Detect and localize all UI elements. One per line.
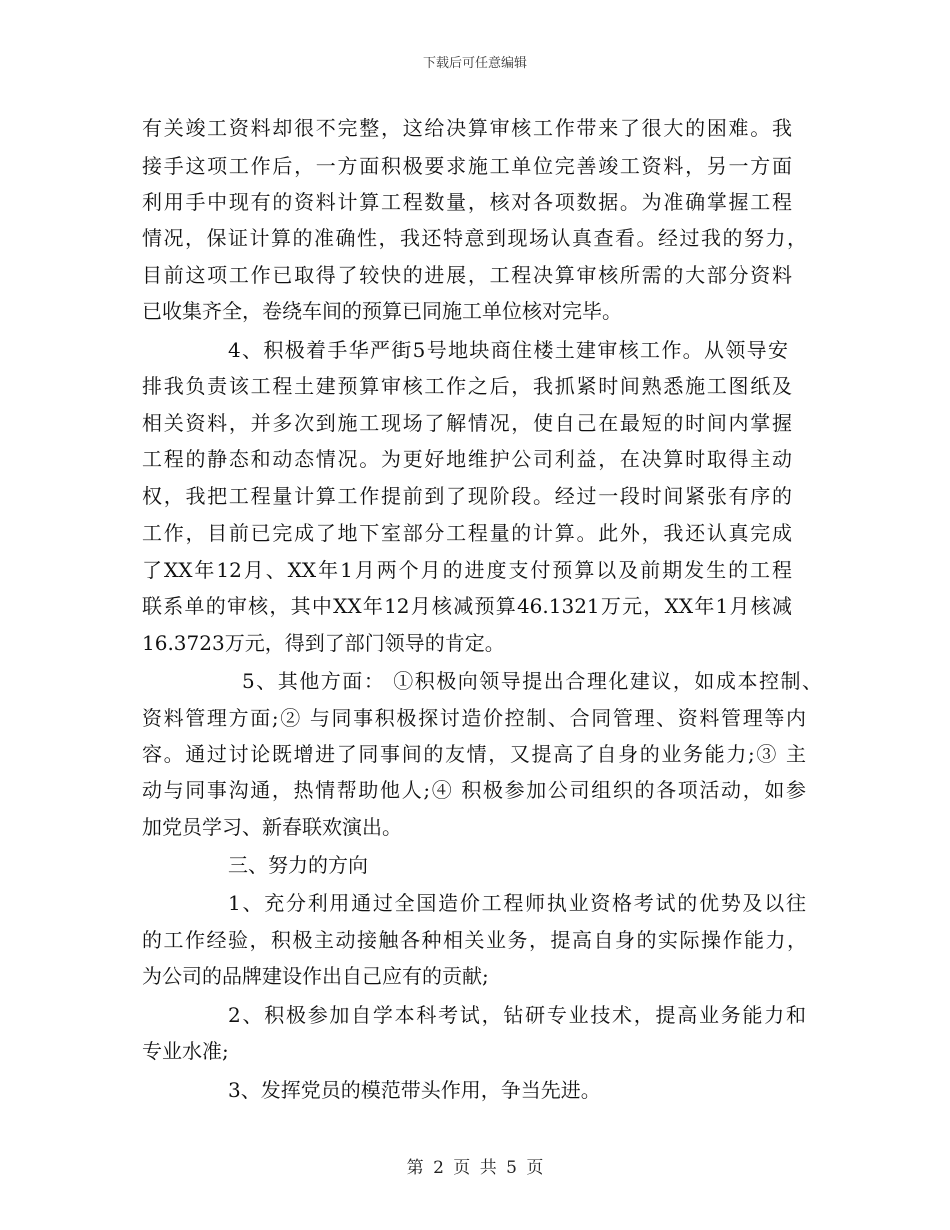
body-line: 3、发挥党员的模范带头作用，争当先进。 (228, 1078, 601, 1102)
body-line: 权，我把工程量计算工作提前到了现阶段。经过一段时间紧张有序的 (142, 484, 792, 508)
body-line: 排我负责该工程土建预算审核工作之后，我抓紧时间熟悉施工图纸及 (142, 374, 792, 398)
page-header: 下载后可任意编辑 (422, 56, 527, 71)
body-line: 情况，保证计算的准确性，我还特意到现场认真查看。经过我的努力， (142, 226, 807, 250)
body-line: 目前这项工作已取得了较快的进展，工程决算审核所需的大部分资料 (142, 263, 792, 287)
body-line: 16.3723万元，得到了部门领导的肯定。 (142, 631, 505, 655)
body-line: 了XX年12月、XX年1月两个月的进度支付预算以及前期发生的工程 (142, 558, 792, 582)
body-line: 专业水准; (142, 1039, 229, 1063)
body-line: 已收集齐全，卷绕车间的预算已同施工单位核对完毕。 (142, 299, 622, 323)
body-line: 有关竣工资料却很不完整，这给决算审核工作带来了很大的困难。我 (142, 116, 792, 140)
section-heading: 三、努力的方向 (228, 853, 368, 877)
body-line: 利用手中现有的资料计算工程数量，核对各项数据。为准确掌握工程 (142, 190, 792, 214)
body-line: 相关资料，并多次到施工现场了解情况，使自己在最短的时间内掌握 (142, 411, 792, 435)
body-line: 4、积极着手华严街5号地块商住楼土建审核工作。从领导安 (228, 338, 788, 362)
body-line: 动与同事沟通，热情帮助他人;④ 积极参加公司组织的各项活动，如参 (142, 778, 806, 802)
body-line: 的工作经验，积极主动接触各种相关业务，提高自身的实际操作能力， (142, 928, 807, 952)
body-line: 加党员学习、新春联欢演出。 (142, 815, 402, 839)
page-number: 第 2 页 共 5 页 (406, 1158, 544, 1178)
body-line: 1、充分利用通过全国造价工程师执业资格考试的优势及以往 (228, 891, 806, 915)
body-line: 5、其他方面： ①积极向领导提出合理化建议，如成本控制、 (242, 669, 822, 693)
body-line: 接手这项工作后，一方面积极要求施工单位完善竣工资料，另一方面 (142, 154, 792, 178)
body-line: 工作，目前已完成了地下室部分工程量的计算。此外，我还认真完成 (142, 521, 792, 545)
body-line: 容。通过讨论既增进了同事间的友情，又提高了自身的业务能力;③ 主 (142, 742, 806, 766)
body-line: 2、积极参加自学本科考试，钻研专业技术，提高业务能力和 (228, 1003, 806, 1027)
body-line: 工程的静态和动态情况。为更好地维护公司利益，在决算时取得主动 (142, 447, 792, 471)
body-line: 联系单的审核，其中XX年12月核减预算46.1321万元，XX年1月核减 (142, 594, 792, 618)
body-line: 为公司的品牌建设作出自己应有的贡献; (142, 964, 489, 988)
body-line: 资料管理方面;② 与同事积极探讨造价控制、合同管理、资料管理等内 (142, 706, 806, 730)
